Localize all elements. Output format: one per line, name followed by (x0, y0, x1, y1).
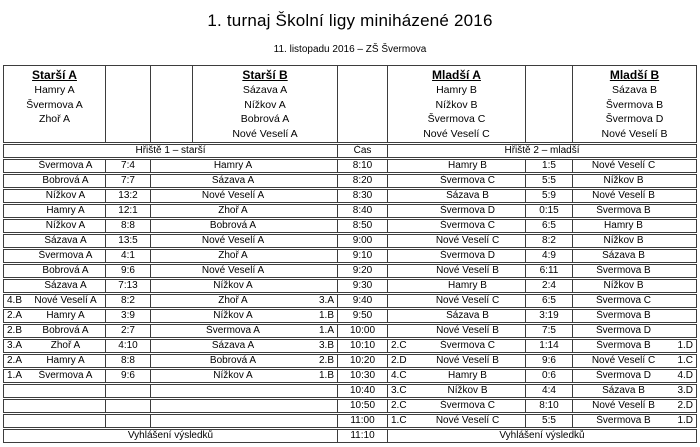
placement-label: 1.B (318, 309, 334, 321)
group-starsi-b-cell (193, 65, 338, 143)
group-team: Nové Veselí A (232, 128, 298, 141)
match-row (3, 309, 697, 323)
time-header: Čas (338, 144, 388, 158)
court2-away-cell (573, 369, 697, 383)
team-name: Zhoř A (218, 249, 248, 261)
groups-header-row (3, 65, 697, 143)
team-name: Sázava B (602, 384, 645, 396)
empty-cell (526, 65, 573, 143)
court1-home-cell (3, 189, 106, 203)
match-row (3, 264, 697, 278)
team-name: Nové Veselí B (436, 264, 499, 276)
group-team: Švermova D (605, 113, 664, 126)
court1-home-cell (3, 354, 106, 368)
team-name: Bobrová A (209, 354, 257, 366)
court2-closing-cell: Vyhlášení výsledků (388, 429, 697, 443)
court1-home-cell (3, 159, 106, 173)
court1-score-cell: 8:8 (106, 219, 151, 233)
court2-away-cell (573, 264, 697, 278)
placement-label: 3.B (318, 339, 334, 351)
court2-score-cell: 4:9 (526, 249, 573, 263)
team-name: Nové Veselí B (436, 354, 499, 366)
group-name: Starší B (242, 68, 288, 82)
court2-away-cell (573, 399, 697, 413)
team-name: Švermova D (439, 249, 495, 261)
placement-label: 2.A (7, 354, 23, 366)
placement-label: 2.B (318, 354, 334, 366)
court2-away-cell (573, 294, 697, 308)
time-cell: 11:00 (338, 414, 388, 428)
court2-away-cell (573, 324, 697, 338)
court1-home-cell (3, 294, 106, 308)
time-cell: 8:40 (338, 204, 388, 218)
match-row (3, 189, 697, 203)
court1-score-cell: 9:6 (106, 369, 151, 383)
court1-away-cell (151, 249, 338, 263)
court1-score-cell: 4:10 (106, 339, 151, 353)
closing-row (3, 429, 697, 443)
court2-home-cell (388, 339, 526, 353)
team-name: Nížkov B (603, 234, 644, 246)
placement-label: 4.C (391, 369, 407, 381)
placement-label: 1.B (318, 369, 334, 381)
court1-away-cell (151, 294, 338, 308)
court1-away-cell (151, 324, 338, 338)
team-name: Nové Veselí A (201, 234, 265, 246)
court1-score-cell: 8:2 (106, 294, 151, 308)
team-name: Nové Veselí A (201, 189, 265, 201)
court1-score-cell: 13:2 (106, 189, 151, 203)
court2-away-cell (573, 204, 697, 218)
group-mladsi-a-cell (388, 65, 526, 143)
team-name: Nížkov A (45, 189, 86, 201)
match-row (3, 354, 697, 368)
court1-score-cell: 2:7 (106, 324, 151, 338)
team-name: Švermova B (596, 414, 651, 426)
group-team: Hamry A (34, 84, 75, 96)
team-name: Sázava A (44, 234, 87, 246)
team-name: Švermova D (439, 204, 495, 216)
team-name: Nížkov B (603, 174, 644, 186)
team-name: Švermova A (206, 324, 260, 336)
court1-score-cell: 7:4 (106, 159, 151, 173)
team-name: Nové Veselí C (435, 414, 500, 426)
team-name: Nové Veselí C (591, 354, 656, 366)
match-row (3, 219, 697, 233)
group-team: Nížkov B (435, 98, 478, 111)
court1-away-cell (151, 354, 338, 368)
empty-cell (106, 65, 151, 143)
court2-home-cell (388, 174, 526, 188)
placement-label: 1.C (391, 414, 407, 426)
placement-label: 2.C (391, 399, 407, 411)
placement-label: 4.B (7, 294, 23, 306)
court2-away-cell (573, 189, 697, 203)
team-name: Hamry B (448, 369, 487, 381)
court2-score-cell: 4:4 (526, 384, 573, 398)
team-name: Nové Veselí C (591, 159, 656, 171)
time-cell: 9:50 (338, 309, 388, 323)
team-name: Nové Veselí B (592, 189, 655, 201)
court1-score-cell: 7:13 (106, 279, 151, 293)
court1-closing-cell: Vyhlášení výsledků (3, 429, 338, 443)
court1-score-cell: 3:9 (106, 309, 151, 323)
court2-home-cell (388, 204, 526, 218)
team-name: Sázava B (446, 309, 489, 321)
court2-score-cell: 6:11 (526, 264, 573, 278)
court2-away-cell (573, 339, 697, 353)
court2-home-cell (388, 354, 526, 368)
placement-label: 1.C (677, 354, 693, 366)
group-team: Zhoř A (39, 113, 70, 126)
court1-home-cell (3, 219, 106, 233)
empty-cell (338, 65, 388, 143)
team-name: Bobrová A (42, 174, 89, 186)
match-row (3, 249, 697, 263)
court2-home-cell (388, 279, 526, 293)
court1-score-cell: 4:1 (106, 249, 151, 263)
placement-label: 2.A (7, 309, 23, 321)
group-name: Mladší B (609, 68, 660, 82)
court1-home-cell (3, 369, 106, 383)
team-name: Nížkov A (213, 309, 253, 321)
team-name: Hamry A (46, 354, 85, 366)
court2-score-cell: 1:14 (526, 339, 573, 353)
placement-label: 1.A (318, 324, 334, 336)
team-name: Hamry A (46, 204, 85, 216)
team-name: Švermova C (595, 294, 651, 306)
court1-away-cell (151, 369, 338, 383)
court2-header: Hřiště 2 – mladší (388, 144, 697, 158)
placement-label: 3.C (391, 384, 407, 396)
court2-home-cell (388, 249, 526, 263)
team-name: Sázava B (446, 189, 489, 201)
court1-home-cell (3, 384, 106, 398)
court1-home-cell (3, 309, 106, 323)
court2-score-cell: 5:5 (526, 414, 573, 428)
court1-score-cell: 13:5 (106, 234, 151, 248)
court1-score-cell (106, 384, 151, 398)
match-row (3, 384, 697, 398)
group-team: Švermova A (26, 98, 83, 111)
group-team: Nížkov A (244, 98, 286, 111)
court2-score-cell: 3:19 (526, 309, 573, 323)
court2-home-cell (388, 189, 526, 203)
court1-away-cell (151, 174, 338, 188)
court2-home-cell (388, 294, 526, 308)
team-name: Nové Veselí A (34, 294, 97, 306)
time-cell: 10:30 (338, 369, 388, 383)
court1-away-cell (151, 309, 338, 323)
court2-home-cell (388, 399, 526, 413)
team-name: Nové Veselí A (201, 264, 265, 276)
court1-away-cell (151, 339, 338, 353)
court2-away-cell (573, 249, 697, 263)
team-name: Švermova A (38, 159, 93, 171)
court1-home-cell (3, 279, 106, 293)
team-name: Sázava B (602, 249, 645, 261)
team-name: Švermova B (596, 339, 651, 351)
team-name: Švermova D (595, 324, 651, 336)
team-name: Nížkov B (603, 279, 644, 291)
court2-away-cell (573, 174, 697, 188)
court2-away-cell (573, 354, 697, 368)
group-team: Švermova C (427, 113, 486, 126)
team-name: Nížkov A (213, 279, 253, 291)
court2-away-cell (573, 159, 697, 173)
group-team-list (388, 83, 525, 142)
court2-home-cell (388, 324, 526, 338)
court2-score-cell: 6:5 (526, 219, 573, 233)
match-row (3, 414, 697, 428)
group-team: Švermova B (605, 98, 664, 111)
court1-home-cell (3, 339, 106, 353)
match-row (3, 234, 697, 248)
court2-home-cell (388, 219, 526, 233)
empty-cell (151, 65, 193, 143)
court1-score-cell (106, 399, 151, 413)
placement-label: 4.D (677, 369, 693, 381)
group-team: Sázava A (242, 84, 288, 96)
court2-away-cell (573, 309, 697, 323)
group-team-list (573, 83, 696, 142)
court2-score-cell: 8:10 (526, 399, 573, 413)
time-cell: 9:00 (338, 234, 388, 248)
team-name: Sázava A (211, 174, 255, 186)
team-name: Nové Veselí C (435, 294, 500, 306)
court1-away-cell (151, 264, 338, 278)
team-name: Švermova C (439, 174, 495, 186)
placement-label: 3.A (7, 339, 23, 351)
group-starsi-a-cell (3, 65, 106, 143)
court2-away-cell (573, 414, 697, 428)
time-cell: 9:40 (338, 294, 388, 308)
time-cell: 10:00 (338, 324, 388, 338)
court1-home-cell (3, 414, 106, 428)
court1-away-cell (151, 414, 338, 428)
court2-score-cell: 9:6 (526, 354, 573, 368)
team-name: Hamry B (448, 159, 487, 171)
court2-home-cell (388, 369, 526, 383)
court1-header: Hřiště 1 – starší (3, 144, 338, 158)
team-name: Hamry B (448, 279, 487, 291)
court1-away-cell (151, 234, 338, 248)
match-row (3, 159, 697, 173)
court2-score-cell: 7:5 (526, 324, 573, 338)
team-name: Nížkov A (45, 219, 86, 231)
court1-score-cell: 7:7 (106, 174, 151, 188)
court2-home-cell (388, 309, 526, 323)
court1-home-cell (3, 249, 106, 263)
match-row (3, 339, 697, 353)
team-name: Švermova C (439, 339, 495, 351)
team-name: Nížkov B (447, 384, 488, 396)
placement-label: 3.A (318, 294, 334, 306)
group-team: Nové Veselí C (423, 128, 490, 141)
group-team-list (4, 83, 105, 127)
team-name: Sázava A (211, 339, 255, 351)
team-name: Zhoř A (218, 294, 248, 306)
team-name: Bobrová A (209, 219, 257, 231)
time-cell: 8:30 (338, 189, 388, 203)
team-name: Švermova A (38, 369, 93, 381)
time-cell: 9:10 (338, 249, 388, 263)
time-cell: 10:20 (338, 354, 388, 368)
team-name: Nové Veselí B (436, 324, 499, 336)
group-team: Sázava B (612, 84, 657, 96)
placement-label: 2.C (391, 339, 407, 351)
team-name: Bobrová A (42, 264, 89, 276)
court2-away-cell (573, 234, 697, 248)
court2-home-cell (388, 384, 526, 398)
placement-label: 1.D (677, 339, 693, 351)
team-name: Nížkov A (213, 369, 253, 381)
group-team: Hamry B (436, 84, 477, 96)
time-cell: 10:40 (338, 384, 388, 398)
time-cell: 9:30 (338, 279, 388, 293)
match-row (3, 294, 697, 308)
court2-score-cell: 5:5 (526, 174, 573, 188)
court2-score-cell: 5:9 (526, 189, 573, 203)
time-cell: 8:20 (338, 174, 388, 188)
court2-away-cell (573, 384, 697, 398)
team-name: Sázava A (44, 279, 87, 291)
match-row (3, 279, 697, 293)
time-cell: 10:10 (338, 339, 388, 353)
court1-away-cell (151, 399, 338, 413)
team-name: Švermova B (596, 309, 651, 321)
court1-away-cell (151, 219, 338, 233)
section-header-row (3, 144, 697, 158)
court2-home-cell (388, 264, 526, 278)
court2-score-cell: 8:2 (526, 234, 573, 248)
team-name: Hamry B (604, 219, 643, 231)
team-name: Hamry A (213, 159, 253, 171)
group-mladsi-b-cell (573, 65, 697, 143)
page-subtitle: 11. listopadu 2016 – ZŠ Švermova (273, 44, 427, 55)
court2-home-cell (388, 414, 526, 428)
court2-away-cell (573, 219, 697, 233)
team-name: Švermova A (38, 249, 93, 261)
team-name: Švermova B (596, 204, 651, 216)
court1-score-cell (106, 414, 151, 428)
match-row (3, 174, 697, 188)
placement-label: 2.D (677, 399, 693, 411)
court2-score-cell: 0:15 (526, 204, 573, 218)
team-name: Bobrová A (42, 324, 89, 336)
time-cell: 8:50 (338, 219, 388, 233)
court2-away-cell (573, 279, 697, 293)
time-cell: 10:50 (338, 399, 388, 413)
court1-score-cell: 12:1 (106, 204, 151, 218)
court1-home-cell (3, 264, 106, 278)
match-row (3, 324, 697, 338)
court1-home-cell (3, 324, 106, 338)
team-name: Švermova D (595, 369, 651, 381)
court2-home-cell (388, 159, 526, 173)
team-name: Švermova C (439, 219, 495, 231)
schedule-table (3, 64, 697, 444)
placement-label: 1.A (7, 369, 23, 381)
time-cell: 8:10 (338, 159, 388, 173)
group-team: Bobrová A (240, 113, 290, 126)
team-name: Zhoř A (50, 339, 81, 351)
court1-home-cell (3, 204, 106, 218)
court2-score-cell: 2:4 (526, 279, 573, 293)
court1-away-cell (151, 189, 338, 203)
group-team: Nové Veselí B (601, 128, 668, 141)
court1-away-cell (151, 384, 338, 398)
court1-score-cell: 9:6 (106, 264, 151, 278)
time-cell: 9:20 (338, 264, 388, 278)
court1-score-cell: 8:8 (106, 354, 151, 368)
group-team-list (193, 83, 337, 142)
team-name: Hamry A (46, 309, 85, 321)
placement-label: 2.B (7, 324, 23, 336)
group-name: Mladší A (432, 68, 481, 82)
court1-away-cell (151, 279, 338, 293)
court2-score-cell: 0:6 (526, 369, 573, 383)
team-name: Zhoř A (218, 204, 248, 216)
placement-label: 1.D (677, 414, 693, 426)
court1-away-cell (151, 204, 338, 218)
match-row (3, 204, 697, 218)
group-name: Starší A (32, 68, 77, 82)
court2-score-cell: 1:5 (526, 159, 573, 173)
page-title: 1. turnaj Školní ligy miniházené 2016 (207, 11, 493, 30)
closing-time-cell: 11:10 (338, 429, 388, 443)
court1-away-cell (151, 159, 338, 173)
team-name: Švermova B (596, 264, 651, 276)
court1-home-cell (3, 234, 106, 248)
placement-label: 2.D (391, 354, 407, 366)
team-name: Nové Veselí C (435, 234, 500, 246)
match-row (3, 369, 697, 383)
placement-label: 3.D (677, 384, 693, 396)
court2-score-cell: 6:5 (526, 294, 573, 308)
court2-home-cell (388, 234, 526, 248)
match-row (3, 399, 697, 413)
team-name: Nové Veselí B (592, 399, 655, 411)
team-name: Švermova C (439, 399, 495, 411)
court1-home-cell (3, 399, 106, 413)
court1-home-cell (3, 174, 106, 188)
